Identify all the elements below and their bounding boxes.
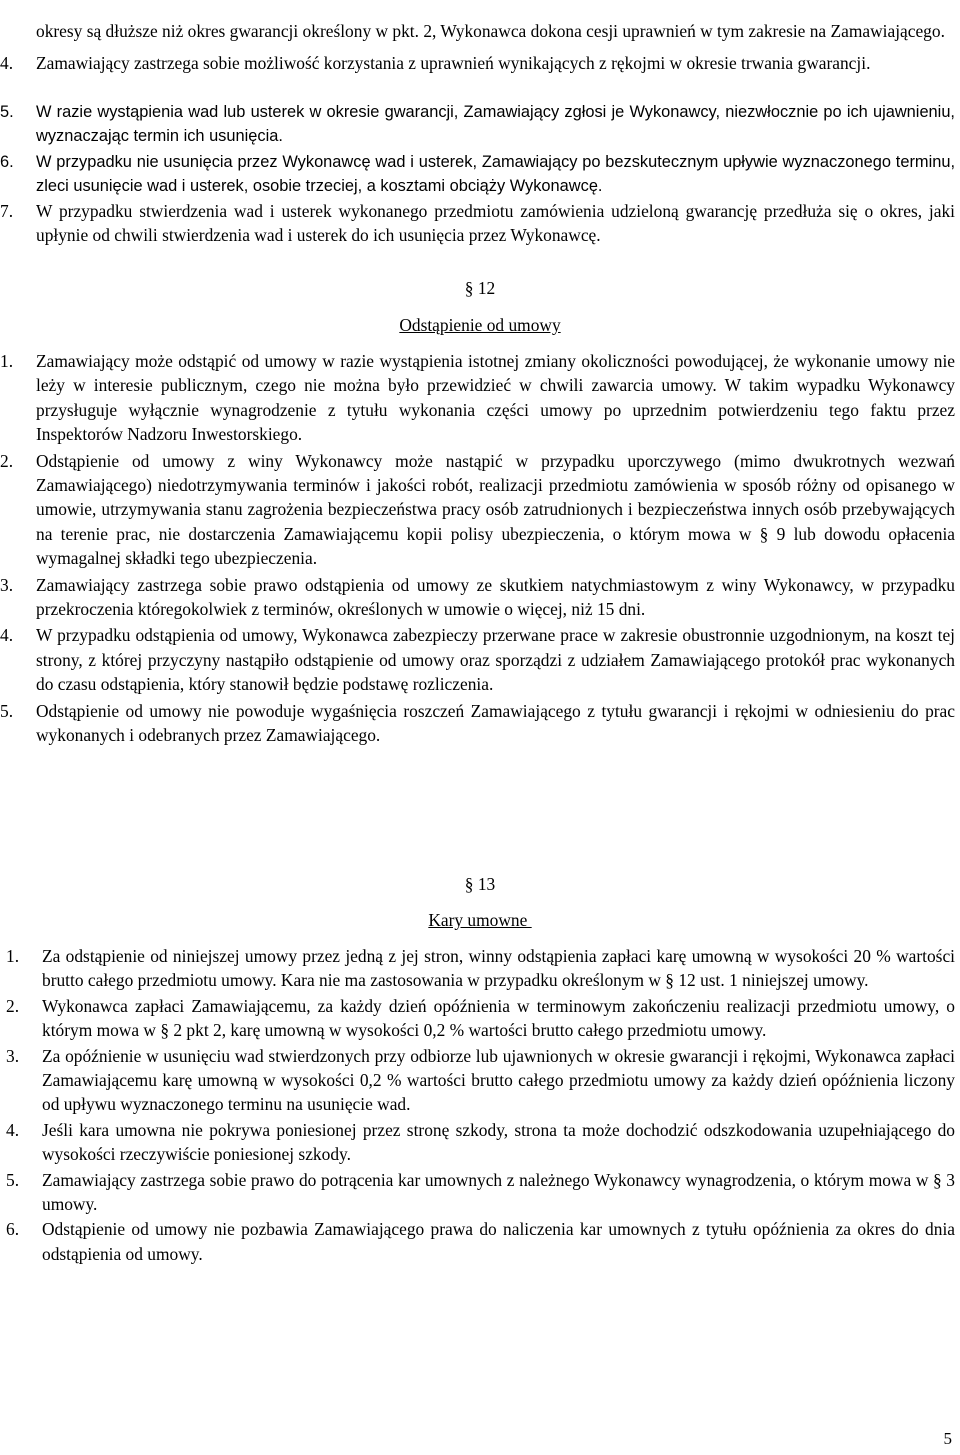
item-text: Jeśli kara umowna nie pokrywa poniesionej przez stronę szkody, strona ta może dochodzić odszkodowania uzupełniającego do wysokości rzeczywiście poniesionej szkody. — [42, 1119, 955, 1165]
item-number: 5. — [0, 700, 14, 721]
item-text: Odstąpienie od umowy z winy Wykonawcy może nastąpić w przypadku uporczywego (mimo dwukrotnych wezwań Zamawiającego) niedotrzymywania terminów i jakości robót, realizacji przedmiotu zamówienia w sposób różny od opisanego w umowie, utrzymywania stanu zagrożenia bezpieczeństwa pracy osób zatrudnionych i bezpieczeństwa innych osób przebywających na terenie prac, nie dostarczenia Zamawiającemu kopii polisy ubezpieczenia, o którym mowa w § 9 lub dowodu opłacenia wymagalnej składki tego ubezpieczenia. — [36, 450, 955, 569]
section-12-number: § 12 — [464, 278, 496, 298]
list-item-6 — [6, 1217, 955, 1266]
item-number: 7. — [0, 201, 14, 221]
item-number: 2. — [0, 450, 14, 471]
section-12-title — [0, 313, 960, 337]
item-number: 3. — [0, 574, 14, 595]
s11-list-sans — [0, 100, 955, 199]
list-item-5 — [0, 699, 955, 748]
list-item-3 — [6, 1044, 955, 1117]
item-text: W razie wystąpienia wad lub usterek w okresie gwarancji, Zamawiający zgłosi je Wykonawcy, niezwłocznie po ich ujawnieniu, wyznaczając termin ich usunięcia. — [36, 103, 955, 146]
item-number: 3. — [6, 1045, 20, 1066]
list-item-7 — [0, 199, 955, 248]
item-text: Za opóźnienie w usunięciu wad stwierdzonych przy odbiorze lub ujawnionych w okresie gwarancji i rękojmi, Wykonawca zapłaci Zamawiającemu karę umowną w wysokości 0,2 % wartości brutto całego przedmiotu umowy za każdy dzień opóźnienia liczony od upływu wyznaczonego terminu na usunięcie wad. — [42, 1045, 955, 1115]
item-number: 6. — [0, 152, 14, 171]
item-number: 5. — [6, 1169, 20, 1190]
section-13-title — [0, 908, 960, 932]
list-item-6 — [0, 150, 955, 199]
item-text: Odstąpienie od umowy nie pozbawia Zamawiającego prawa do naliczenia kar umownych z tytułu opóźnienia za okres do dnia odstąpienia od umowy. — [42, 1219, 955, 1264]
item-number: 1. — [6, 946, 20, 966]
section-title-text: Odstąpienie od umowy — [399, 315, 561, 335]
item-text: Zamawiający zastrzega sobie możliwość korzystania z uprawnień wynikających z rękojmi w okresie trwania gwarancji. — [36, 53, 871, 73]
item-text: W przypadku stwierdzenia wad i usterek wykonanego przedmiotu zamówienia udzieloną gwarancję przedłuża się o okres, jaki upłynie od chwili stwierdzenia wad i usterek do ich usunięcia przez Wykonawcę. — [36, 201, 955, 246]
item-text: Wykonawca zapłaci Zamawiającemu, za każdy dzień opóźnienia w terminowym zakończeniu realizacji przedmiotu umowy, o którym mowa w § 2 pkt 2, karę umowną w wysokości 0,2 % wartości brutto całego przedmiotu umowy. — [42, 995, 955, 1041]
list-item-4 — [6, 1118, 955, 1167]
item-text: W przypadku odstąpienia od umowy, Wykonawca zabezpieczy przerwane prace w zakresie obustronnie uzgodnionym, na koszt tej strony, z której przyczyny nastąpiło odstąpienie od umowy oraz sporządzi z udziałem Zamawiającego protokół prac wykonanych do czasu odstąpienia, który stanowił będzie podstawę rozliczenia. — [36, 625, 955, 695]
list-item-4 — [0, 623, 955, 696]
item-number: 6. — [6, 1219, 20, 1240]
list-item-3 — [0, 573, 955, 622]
s11-list-2 — [0, 199, 955, 248]
s13-list — [6, 944, 955, 1266]
item-text: Odstąpienie od umowy nie powoduje wygaśnięcia roszczeń Zamawiającego z tytułu gwarancji i rękojmi w odniesieniu do prac wykonanych i odebranych przez Zamawiającego. — [36, 700, 955, 746]
list-item-5 — [6, 1168, 955, 1217]
list-item-5 — [0, 100, 955, 149]
item-number: 4. — [0, 625, 14, 646]
item-text: Za odstąpienie od niniejszej umowy przez jedną z jej stron, winny odstąpienia zapłaci karę umowną w wysokości 20 % wartości brutto całego przedmiotu umowy. Kara nie ma zastosowania w przypadku określonym w § 12 ust. 1 niniejszej umowy. — [42, 946, 955, 991]
s11-list — [0, 51, 955, 75]
item-text: Zamawiający może odstąpić od umowy w razie wystąpienia istotnej zmiany okoliczności powodującej, że wykonanie umowy nie leży w interesie publicznym, czego nie można było przewidzieć w chwili zawarcia umowy. W takim wypadku Wykonawcy przysługuje wyłącznie wynagrodzenie z tytułu wykonania części umowy po uprzednim potwierdzeniu tego faktu przez Inspektorów Nadzoru Inwestorskiego. — [36, 351, 955, 445]
page-number: 5 — [943, 1429, 952, 1448]
list-item-1 — [6, 944, 955, 993]
item-number: 2. — [6, 995, 20, 1016]
s12-list — [0, 349, 955, 748]
list-item-2 — [6, 994, 955, 1043]
list-item-4 — [0, 51, 955, 75]
item-text: W przypadku nie usunięcia przez Wykonawcę wad i usterek, Zamawiający po bezskutecznym upływie wyznaczonego terminu, zleci usunięcie wad i usterek, osobie trzeciej, a kosztami obciąży Wykonawcę. — [36, 152, 955, 196]
item-number: 4. — [6, 1119, 20, 1140]
list-item-1 — [0, 349, 955, 447]
item-text: Zamawiający zastrzega sobie prawo do potrącenia kar umownych z należnego Wykonawcy wynagrodzenia, o którym mowa w § 3 umowy. — [42, 1169, 955, 1215]
list-item-2 — [0, 449, 955, 571]
item-number: 5. — [0, 103, 14, 121]
item-text: Zamawiający zastrzega sobie prawo odstąpienia od umowy ze skutkiem natychmiastowym z winy Wykonawcy, w przypadku przekroczenia któregokolwiek z terminów, określonych w umowie o więcej, niż 15 dni. — [36, 574, 955, 620]
paragraph-lead: okresy są dłuższe niż okres gwarancji określony w pkt. 2, Wykonawca dokona cesji uprawnień w tym zakresie na Zamawiającego. — [36, 21, 945, 42]
item-number: 4. — [0, 53, 14, 73]
section-title-text: Kary umowne — [428, 910, 532, 930]
section-13-number: § 13 — [464, 874, 496, 894]
item-number: 1. — [0, 351, 14, 371]
